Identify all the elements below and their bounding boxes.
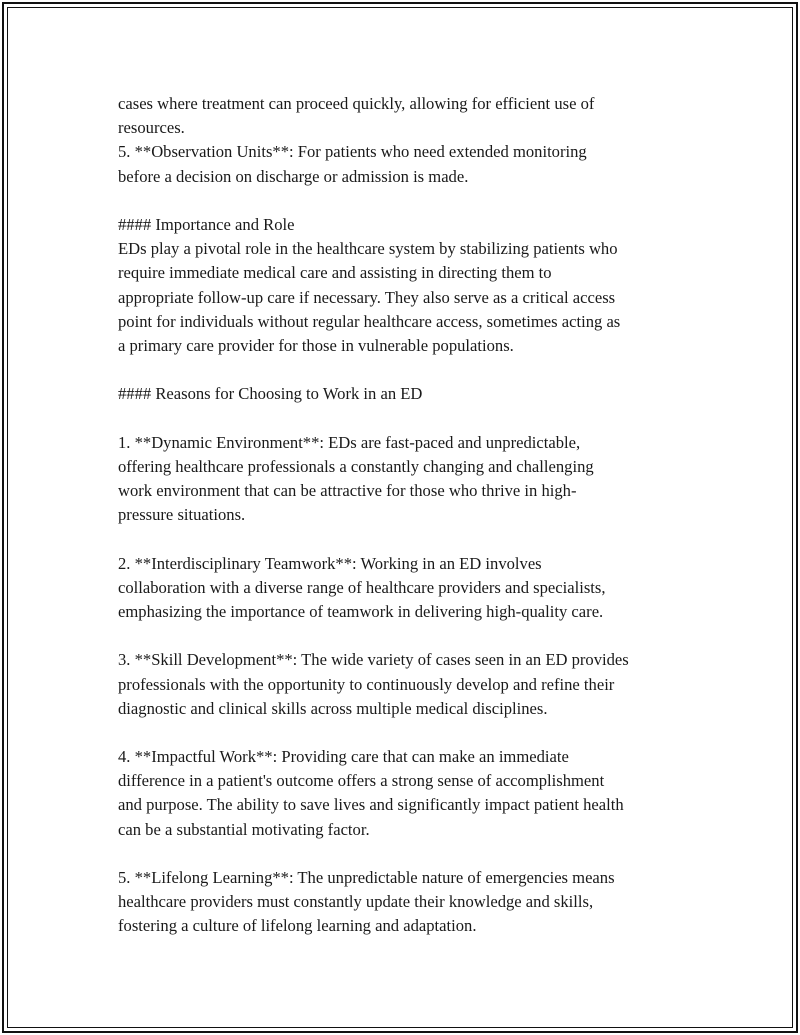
text-line: healthcare providers must constantly update their knowledge and skills,	[118, 892, 594, 912]
text-line: before a decision on discharge or admission is made.	[118, 166, 469, 186]
text-line: 1. **Dynamic Environment**: EDs are fast-paced and unpredictable,	[118, 432, 581, 452]
text-line: require immediate medical care and assisting in directing them to	[118, 263, 552, 283]
text-line: 2. **Interdisciplinary Teamwork**: Working in an ED involves	[118, 553, 542, 573]
blank-line	[118, 721, 688, 745]
text-line: 3. **Skill Development**: The wide variety of cases seen in an ED provides	[118, 650, 629, 670]
blank-line	[118, 189, 688, 213]
blank-line	[118, 842, 688, 866]
text-line: a primary care provider for those in vulnerable populations.	[118, 335, 514, 355]
text-line: 5. **Observation Units**: For patients who need extended monitoring	[118, 142, 587, 162]
text-line: emphasizing the importance of teamwork in delivering high-quality care.	[118, 601, 604, 621]
text-line: collaboration with a diverse range of healthcare providers and specialists,	[118, 577, 606, 597]
text-line: cases where treatment can proceed quickly, allowing for efficient use of	[118, 94, 595, 113]
text-line: can be a substantial motivating factor.	[118, 819, 370, 839]
text-line: EDs play a pivotal role in the healthcare system by stabilizing patients who	[118, 239, 618, 259]
text-line: point for individuals without regular healthcare access, sometimes acting as	[118, 311, 621, 331]
text-line: 5. **Lifelong Learning**: The unpredictable nature of emergencies means	[118, 868, 615, 887]
text-line: work environment that can be attractive for those who thrive in high-	[118, 481, 577, 500]
text-line: and purpose. The ability to save lives and significantly impact patient health	[118, 795, 624, 815]
text-line: offering healthcare professionals a constantly changing and challenging	[118, 456, 594, 476]
blank-line	[118, 527, 688, 551]
text-line: fostering a culture of lifelong learning and adaptation.	[118, 916, 477, 936]
blank-line	[118, 624, 688, 648]
text-line: resources.	[118, 118, 185, 138]
text-line: professionals with the opportunity to continuously develop and refine their	[118, 674, 615, 694]
text-line: pressure situations.	[118, 505, 246, 525]
text-line: appropriate follow-up care if necessary. They also serve as a critical access	[118, 287, 616, 307]
blank-line	[118, 406, 688, 430]
document-body	[118, 92, 688, 939]
blank-line	[118, 358, 688, 382]
text-line: difference in a patient's outcome offers a strong sense of accomplishment	[118, 771, 605, 791]
section-heading: #### Importance and Role	[118, 214, 295, 234]
section-heading: #### Reasons for Choosing to Work in an ED	[118, 384, 423, 404]
text-line: 4. **Impactful Work**: Providing care that can make an immediate	[118, 747, 569, 767]
text-line: diagnostic and clinical skills across multiple medical disciplines.	[118, 698, 548, 718]
